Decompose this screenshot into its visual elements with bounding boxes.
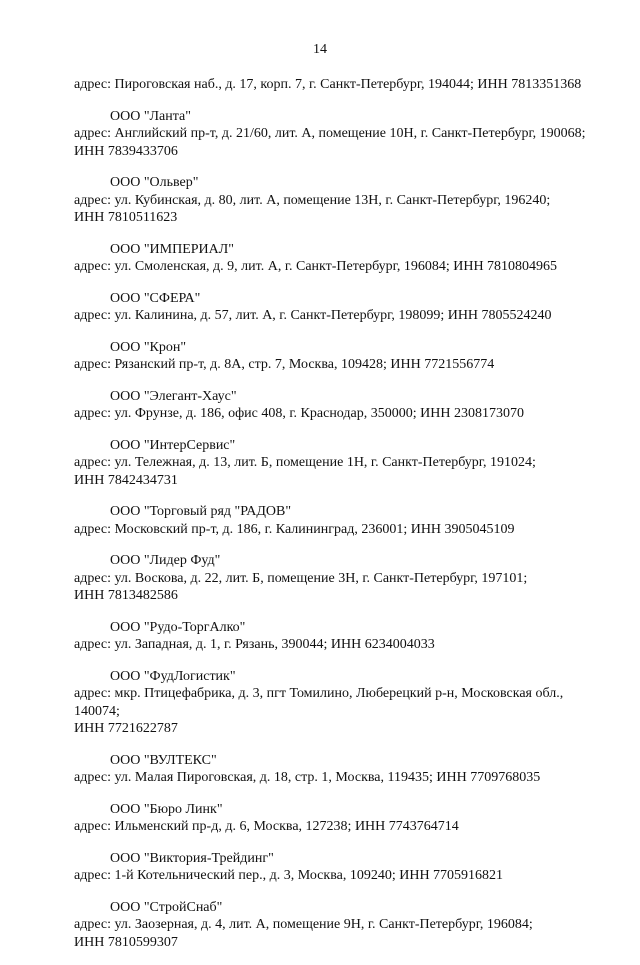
company-name: ООО "Ланта" — [110, 108, 191, 124]
company-entry — [74, 899, 614, 952]
company-name: ООО "СтройСнаб" — [110, 899, 223, 915]
company-address: адрес: ул. Фрунзе, д. 186, офис 408, г. Краснодар, 350000; ИНН 2308173070 — [74, 406, 524, 421]
company-address: адрес: Рязанский пр-т, д. 8А, стр. 7, Москва, 109428; ИНН 7721556774 — [74, 357, 495, 372]
company-address: адрес: ул. Заозерная, д. 4, лит. А, помещение 9Н, г. Санкт-Петербург, 196084; ИНН 7810599307 — [74, 917, 533, 950]
company-name: ООО "СФЕРА" — [110, 290, 201, 306]
company-list — [74, 76, 614, 965]
company-name: ООО "Торговый ряд "РАДОВ" — [110, 504, 292, 519]
company-address: адрес: Пироговская наб., д. 17, корп. 7, г. Санкт-Петербург, 194044; ИНН 7813351368 — [74, 77, 582, 92]
company-address: адрес: Ильменский пр-д, д. 6, Москва, 127238; ИНН 7743764714 — [74, 819, 459, 834]
company-entry — [74, 503, 614, 538]
company-name: ООО "ВУЛТЕКС" — [110, 752, 217, 768]
company-name: ООО "Виктория-Трейдинг" — [110, 850, 274, 866]
company-name: ООО "ФудЛогистик" — [110, 668, 236, 684]
company-entry — [74, 174, 614, 227]
company-address: адрес: ул. Смоленская, д. 9, лит. А, г. Санкт-Петербург, 196084; ИНН 7810804965 — [74, 259, 558, 274]
company-name: ООО "Бюро Линк" — [110, 801, 223, 817]
company-name: ООО "ИнтерСервис" — [110, 437, 236, 453]
company-address: адрес: ул. Кубинская, д. 80, лит. А, помещение 13Н, г. Санкт-Петербург, 196240; ИНН 7810511623 — [74, 192, 551, 225]
company-entry — [74, 241, 614, 276]
company-entry — [74, 552, 614, 605]
company-name: ООО "Ольвер" — [110, 175, 199, 190]
company-address: адрес: ул. Калинина, д. 57, лит. А, г. Санкт-Петербург, 198099; ИНН 7805524240 — [74, 308, 552, 323]
company-address: адрес: ул. Тележная, д. 13, лит. Б, помещение 1Н, г. Санкт-Петербург, 191024; ИНН 7842434731 — [74, 455, 536, 488]
company-entry — [74, 76, 614, 94]
company-name: ООО "Лидер Фуд" — [110, 553, 221, 568]
company-address: адрес: ул. Малая Пироговская, д. 18, стр. 1, Москва, 119435; ИНН 7709768035 — [74, 770, 541, 785]
company-entry — [74, 388, 614, 423]
company-address: адрес: Московский пр-т, д. 186, г. Калининград, 236001; ИНН 3905045109 — [74, 521, 515, 537]
company-entry — [74, 801, 614, 836]
company-entry — [74, 619, 614, 654]
company-entry — [74, 850, 614, 885]
company-name: ООО "Рудо-ТоргАлко" — [110, 619, 246, 635]
company-address: адрес: мкр. Птицефабрика, д. 3, пгт Томилино, Люберецкий р-н, Московская обл., 140074; ИНН 7721622787 — [74, 686, 564, 736]
page-number: 14 — [313, 42, 327, 57]
company-entry — [74, 437, 614, 490]
company-entry — [74, 339, 614, 374]
company-address: адрес: ул. Западная, д. 1, г. Рязань, 390044; ИНН 6234004033 — [74, 637, 435, 652]
company-address: адрес: ул. Воскова, д. 22, лит. Б, помещение 3Н, г. Санкт-Петербург, 197101; ИНН 7813482586 — [74, 570, 528, 603]
company-address: адрес: Английский пр-т, д. 21/60, лит. А, помещение 10Н, г. Санкт-Петербург, 190068; ИНН 7839433706 — [74, 126, 586, 159]
company-name: ООО "Элегант-Хаус" — [110, 388, 237, 404]
company-address: адрес: 1-й Котельнический пер., д. 3, Москва, 109240; ИНН 7705916821 — [74, 868, 504, 883]
company-entry — [74, 668, 614, 738]
company-entry — [74, 108, 614, 161]
company-name: ООО "ИМПЕРИАЛ" — [110, 241, 234, 257]
company-entry — [74, 752, 614, 787]
company-entry — [74, 290, 614, 325]
company-name: ООО "Крон" — [110, 339, 187, 355]
